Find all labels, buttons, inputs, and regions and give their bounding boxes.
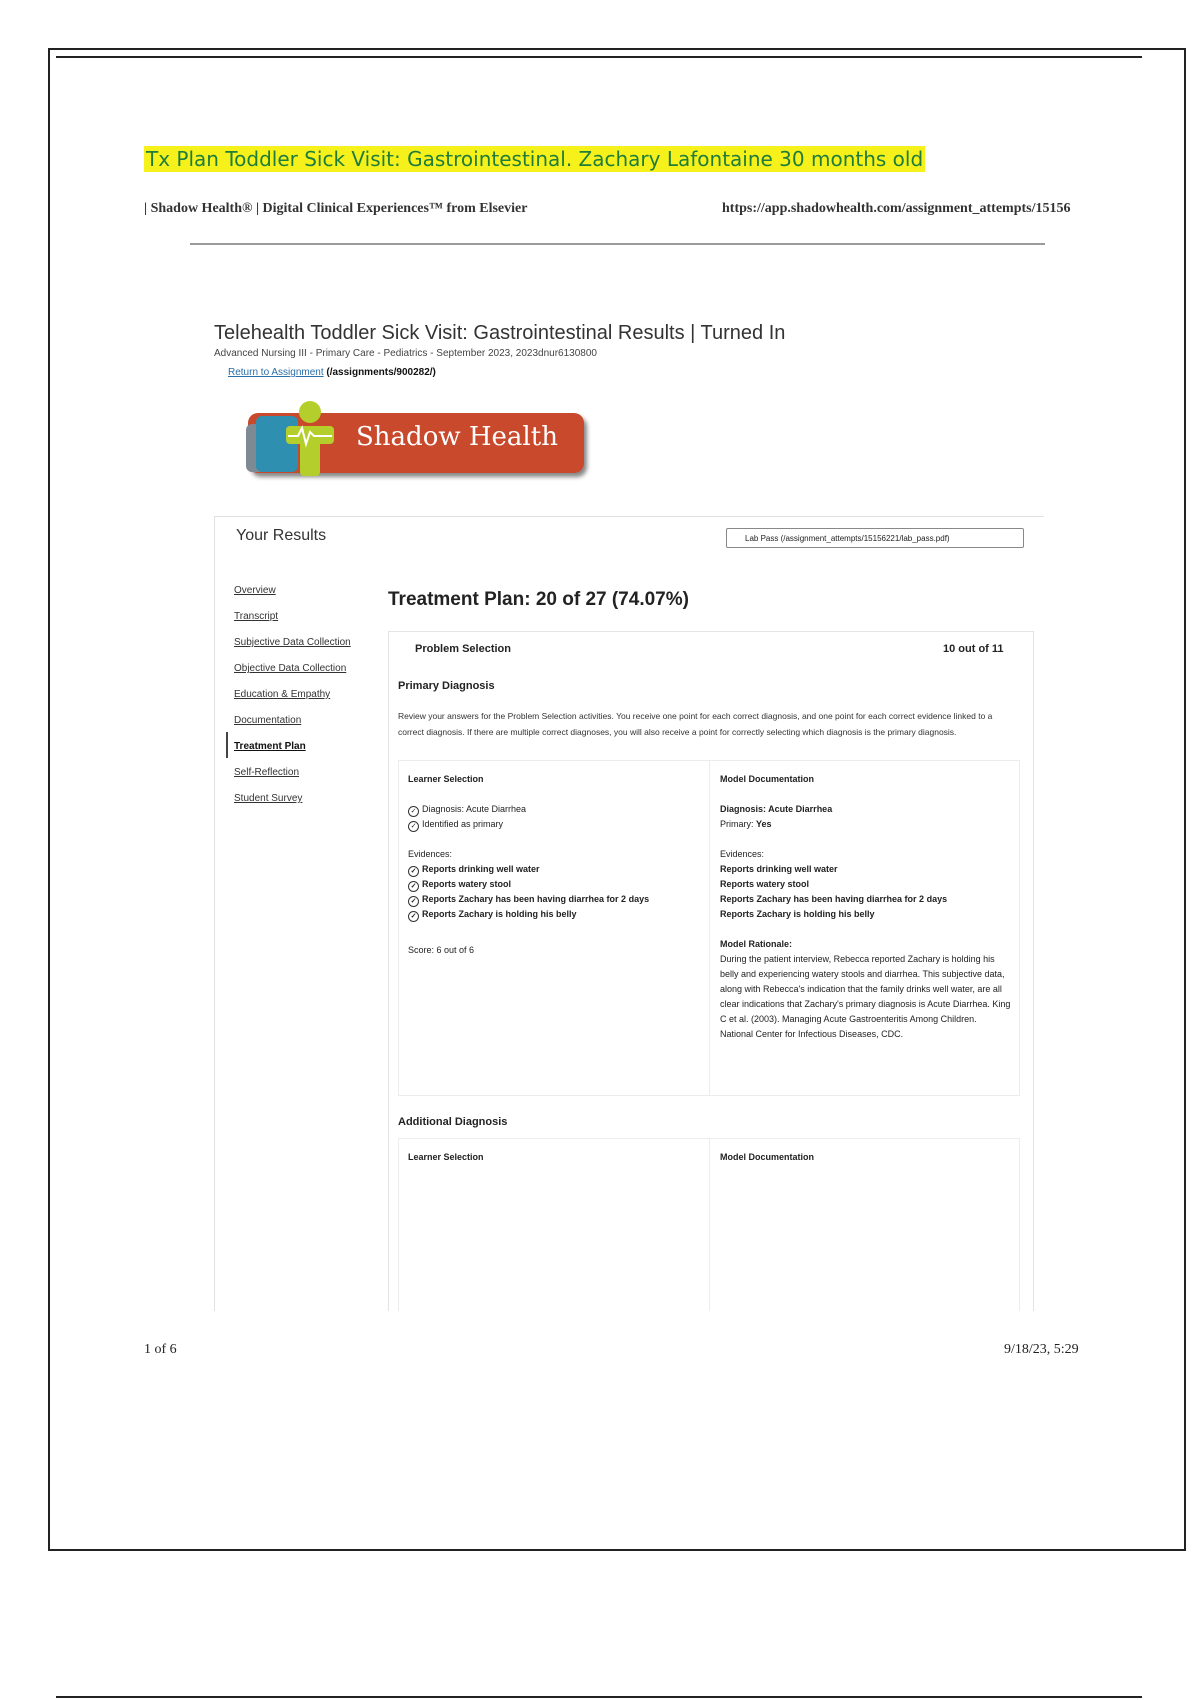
check-circle-icon: ✓ xyxy=(408,881,419,892)
model-evidence-item: Reports drinking well water xyxy=(720,864,838,874)
model-evidence-item: Reports Zachary is holding his belly xyxy=(720,909,875,919)
learner-score: Score: 6 out of 6 xyxy=(408,945,475,955)
instructions-text: Review your answers for the Problem Selection activities. You receive one point for each correct diagnosis, and one point for each correct evidence linked to a correct diagnosis. If there are multiple correct diagnoses, you will also receive a point for correctly selecting which diagnosis is the primary diagnosis. xyxy=(398,711,993,737)
check-circle-icon: ✓ xyxy=(408,896,419,907)
additional-model-documentation-header: Model Documentation xyxy=(720,1152,814,1162)
page-number: 1 of 6 xyxy=(144,1342,177,1357)
print-header-source: | Shadow Health® | Digital Clinical Experiences™ from Elsevier xyxy=(144,201,528,216)
header-divider xyxy=(190,243,1045,245)
nav-item-subjective-data-collection[interactable]: Subjective Data Collection xyxy=(234,637,351,648)
logo-text: Shadow Health xyxy=(356,422,558,452)
additional-learner-selection-header: Learner Selection xyxy=(408,1152,484,1162)
results-heading: Your Results xyxy=(236,527,327,544)
model-diagnosis: Diagnosis: Acute Diarrhea xyxy=(720,804,833,814)
check-circle-icon: ✓ xyxy=(408,866,419,877)
nav-item-objective-data-collection[interactable]: Objective Data Collection xyxy=(234,663,347,674)
learner-evidence-item: ✓ Reports watery stool xyxy=(408,877,698,892)
assignment-title: Telehealth Toddler Sick Visit: Gastrointestinal Results | Turned In xyxy=(214,322,786,344)
top-rule xyxy=(56,56,1142,58)
model-documentation-header: Model Documentation xyxy=(720,774,814,784)
check-circle-icon: ✓ xyxy=(408,911,419,922)
assignment-subtitle: Advanced Nursing III - Primary Care - Pediatrics - September 2023, 2023dnur6130800 xyxy=(214,348,597,359)
nav-item-documentation[interactable]: Documentation xyxy=(234,715,302,726)
model-rationale-text: During the patient interview, Rebecca reported Zachary is holding his belly and experiencing watery stools and diarrhea. This subjective data, along with Rebecca's indication that the family drinks well water, are all clear indications that Zachary's primary diagnosis is Acute Diarrhea. King C et al. (2003). Managing Acute Gastroenteritis Among Children. National Center for Infectious Diseases, CDC. xyxy=(720,954,1011,1039)
model-evidences-label: Evidences: xyxy=(720,849,765,859)
learner-primary-row xyxy=(408,817,698,832)
model-rationale-label: Model Rationale: xyxy=(720,939,793,949)
check-circle-icon: ✓ xyxy=(408,821,419,832)
bottom-rule xyxy=(56,1696,1142,1698)
learner-evidence-item: ✓ Reports Zachary has been having diarrhea for 2 days xyxy=(408,892,698,907)
problem-selection-score: 10 out of 11 xyxy=(943,643,1004,655)
learner-evidences-label: Evidences: xyxy=(408,849,453,859)
model-evidence-item: Reports Zachary has been having diarrhea for 2 days xyxy=(720,894,948,904)
shadow-health-logo xyxy=(240,398,588,480)
learner-evidence-item: ✓ Reports Zachary is holding his belly xyxy=(408,907,698,922)
treatment-plan-score-title: Treatment Plan: 20 of 27 (74.07%) xyxy=(388,589,689,610)
learner-identified-primary: Identified as primary xyxy=(422,819,504,829)
learner-selection-cell xyxy=(408,802,698,958)
primary-diagnosis-heading: Primary Diagnosis xyxy=(398,680,495,692)
learner-diagnosis-row xyxy=(408,802,698,817)
learner-evidence-item: ✓ Reports drinking well water xyxy=(408,862,698,877)
primary-diagnosis-table xyxy=(398,760,1020,1096)
column-divider xyxy=(709,1139,710,1311)
model-primary-row xyxy=(720,817,1012,832)
nav-active-indicator xyxy=(226,732,228,758)
nav-item-education-empathy[interactable]: Education & Empathy xyxy=(234,689,331,700)
additional-diagnosis-table xyxy=(398,1138,1020,1311)
print-header-url: https://app.shadowhealth.com/assignment_attempts/15156 xyxy=(722,201,1071,216)
nav-item-treatment-plan[interactable]: Treatment Plan xyxy=(234,741,306,752)
results-nav xyxy=(234,584,351,818)
column-divider xyxy=(709,761,710,1095)
learner-diagnosis: Diagnosis: Acute Diarrhea xyxy=(422,804,527,814)
nav-item-self-reflection[interactable]: Self-Reflection xyxy=(234,767,300,778)
return-to-assignment-link[interactable] xyxy=(228,367,436,378)
model-documentation-cell xyxy=(720,802,1012,1042)
learner-selection-header: Learner Selection xyxy=(408,774,484,784)
problem-selection-heading: Problem Selection xyxy=(415,643,511,655)
logo-figure-icon xyxy=(240,398,350,480)
model-primary-value: Yes xyxy=(756,819,772,829)
document-title: Tx Plan Toddler Sick Visit: Gastrointestinal. Zachary Lafontaine 30 months old xyxy=(146,147,924,171)
return-link-path: (/assignments/900282/) xyxy=(326,367,436,378)
nav-item-transcript[interactable]: Transcript xyxy=(234,611,279,622)
nav-item-student-survey[interactable]: Student Survey xyxy=(234,793,303,804)
nav-item-overview[interactable]: Overview xyxy=(234,585,276,596)
additional-diagnosis-heading: Additional Diagnosis xyxy=(398,1116,508,1128)
return-link-label[interactable]: Return to Assignment xyxy=(228,367,324,378)
check-circle-icon: ✓ xyxy=(408,806,419,817)
print-date: 9/18/23, 5:29 xyxy=(1004,1342,1079,1357)
model-evidence-item: Reports watery stool xyxy=(720,879,810,889)
lab-pass-button[interactable]: Lab Pass (/assignment_attempts/15156221/lab_pass.pdf) xyxy=(726,528,1024,548)
model-primary-label: Primary: xyxy=(720,819,754,829)
